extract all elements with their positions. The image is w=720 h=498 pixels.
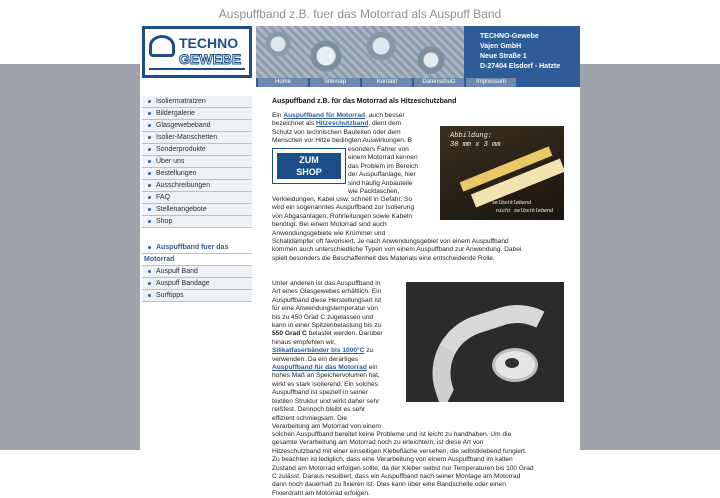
text-line: Fixierdraht am Motorrad erfolgen. xyxy=(272,489,370,497)
text-line: wird ein sogenanntes Auspuffband zur Isolierung xyxy=(272,204,415,212)
link-auspuffband-fuer-das-motorrad[interactable]: Auspuffband für das Motorrad xyxy=(272,364,367,372)
company-city: D-27404 Elsdorf - Hatzte xyxy=(480,63,561,70)
text-line: einem Motorrad kennen xyxy=(348,154,418,162)
shop-badge-line1: ZUM xyxy=(299,155,319,165)
paragraph-1-bottom xyxy=(272,196,568,263)
company-name: TECHNO-Gewebe xyxy=(480,33,539,40)
logo-emblem-icon xyxy=(149,35,175,57)
link-hitzeschutzband[interactable]: Hitzeschutzband xyxy=(316,120,369,128)
page-frame xyxy=(140,24,580,497)
link-auspuffband-motorrad[interactable]: Auspuffband für Motorrad xyxy=(283,112,366,119)
sidebar-item-label: Isolier-Manschetten xyxy=(156,134,218,141)
sidebar-item-faq[interactable] xyxy=(142,192,252,204)
photo-caption-line2: 30 mm x 3 mm xyxy=(450,141,501,149)
text-line: der Auspuffanlage, hier xyxy=(348,171,416,179)
exhaust-hose xyxy=(417,289,564,402)
nav-home[interactable]: Home xyxy=(258,78,308,87)
text-line: Menschen vor Hitze bedingten Auswirkungen. B xyxy=(272,137,413,145)
text-line: sind häufig Anbauteile xyxy=(348,179,413,187)
sidebar-item-ausschreibungen[interactable] xyxy=(142,180,252,192)
sidebar-item-label: Isoliermatratzen xyxy=(156,98,206,105)
sidebar-item-isoliermatratzen[interactable] xyxy=(142,96,252,108)
bullet-icon xyxy=(148,208,151,211)
sidebar-item-label: Über uns xyxy=(156,158,185,165)
bullet-icon xyxy=(148,196,151,199)
text-line: Verarbeitung am Motorrad von einem xyxy=(272,422,381,430)
bullet-icon xyxy=(148,246,151,249)
nav-datenschutz[interactable]: Datenschutz xyxy=(414,78,464,87)
sidebar-item-label: Auspuffband fuer das xyxy=(156,244,229,251)
logo-inner xyxy=(145,29,249,75)
sidebar-subitem-auspuff-band[interactable] xyxy=(142,266,252,278)
text-line: benötigt. Bei einem Motorrad sind auch xyxy=(272,221,387,229)
paragraph-1-top xyxy=(272,112,438,146)
text: , auch besser xyxy=(365,112,405,119)
tape-roll-hole xyxy=(505,358,519,368)
text-line: Schalldämpfer oft favorisiert. Je nach Anwendungsgebiet von einem Auspuffband xyxy=(272,238,509,246)
shop-badge-inner xyxy=(277,153,341,179)
company-legal-name: Vajen GmbH xyxy=(480,43,522,50)
logo-underline xyxy=(149,68,245,70)
sidebar-item-label: Surftipps xyxy=(156,292,184,299)
sidebar-item-label: Ausschreibungen xyxy=(156,182,211,189)
paragraph-1-wrap xyxy=(348,146,438,196)
text: , dient dem xyxy=(368,120,402,128)
sidebar-item-label: Sonderprodukte xyxy=(156,146,206,153)
sidebar-item-bildergalerie[interactable] xyxy=(142,108,252,120)
sidebar-subitem-surftipps[interactable] xyxy=(142,290,252,302)
text-line: Zustand am Motorrad erfolgen sollte, da der Kleber selbst nur Temperaturen bis 100 Grad xyxy=(272,464,534,472)
sidebar-item-label: Stellenangebote xyxy=(156,206,207,213)
photo-label-selbstklebend: selbstklebend xyxy=(492,200,532,206)
sidebar-item-label: Bestellungen xyxy=(156,170,197,177)
text-line: esonders Fahrer von xyxy=(348,146,409,153)
text-line: effizient schmiegsam. Die xyxy=(272,414,348,422)
sidebar-item-glasgewebeband[interactable] xyxy=(142,120,252,132)
text-line: Auspuffband ist speziell in seiner xyxy=(272,389,368,397)
paragraph-2-bottom xyxy=(272,431,568,498)
sidebar-item-isolier-manschetten[interactable] xyxy=(142,132,252,144)
product-photo-exhaust-hose xyxy=(406,282,564,402)
text-line: kann in einer Spitzenbelastung bis zu xyxy=(272,322,382,330)
photo-label-nicht-selbstklebend: nicht selbstklebend xyxy=(496,208,554,214)
sidebar-item-label: Glasgewebeband xyxy=(156,122,211,129)
company-street: Neue Straße 1 xyxy=(480,53,527,60)
text-line: hinaus empfehlen wir, xyxy=(272,338,336,346)
nav-kontakt[interactable]: Kontakt xyxy=(362,78,412,87)
sidebar-item-auspuffband-motorrad[interactable] xyxy=(142,242,252,254)
text-line: reißfest. Dennoch bleibt es sehr xyxy=(272,406,366,414)
text-line: textilen Struktur und wirkt daher sehr xyxy=(272,397,380,405)
sidebar-item-stellenangebote[interactable] xyxy=(142,204,252,216)
photo-caption-line1: Abbildung: xyxy=(450,132,493,140)
text-line: für eine Anwendungstemperatur von xyxy=(272,305,378,313)
header-banner-image xyxy=(256,26,464,78)
page-title: Auspuffband z.B. fuer das Motorrad als Auspuff Band xyxy=(218,7,502,21)
text-line: Verkleidungen, Kabel usw. schnell in Gefahr. So xyxy=(272,196,413,203)
text-line: Art eines Glasgewebes erhältlich. Ein xyxy=(272,288,382,296)
sidebar-item-auspuffband-motorrad-cont[interactable] xyxy=(142,254,252,266)
text-line: Auspuffband diese Herstellungsart ist xyxy=(272,296,382,304)
bullet-icon xyxy=(148,184,151,187)
text-line: C zulässt. Daraus resultiert, dass ein Auspuffband nach seiner Montage am Motorrad xyxy=(272,473,521,481)
sidebar-item-label: Bildergalerie xyxy=(156,110,195,117)
sidebar-item-sonderprodukte[interactable] xyxy=(142,144,252,156)
zum-shop-button[interactable] xyxy=(272,148,346,184)
sidebar-item-bestellungen[interactable] xyxy=(142,168,252,180)
sidebar-item-label: FAQ xyxy=(156,194,171,201)
logo-text-line2: GEWEBE xyxy=(179,51,242,67)
text: bezeichnet als xyxy=(272,120,316,128)
nav-sitemap[interactable]: Sitemap xyxy=(310,78,360,87)
text-line: kommen auch unterschiedliche Typen von einem Auspuffband zur Anwendung. Dabei xyxy=(272,246,522,254)
techno-gewebe-logo[interactable] xyxy=(142,26,252,78)
bullet-icon xyxy=(148,112,151,115)
text: belastet werden. Darüber xyxy=(306,330,383,338)
text-line: dann noch dauerhaft zu fixieren ist. Dies kann über eine Bandschelle oder einen xyxy=(272,481,506,489)
text-line: bis zu 450 Grad C zugelassen und xyxy=(272,313,374,321)
text-line: hohes Maß an Speichervolumen hat, xyxy=(272,372,380,380)
content-heading: Auspuffband z.B. für das Motorrad als Hitzeschutzband xyxy=(272,98,457,105)
bullet-icon xyxy=(148,172,151,175)
bullet-icon xyxy=(148,282,151,285)
sidebar-item-label: Motorrad xyxy=(144,256,175,263)
bullet-icon xyxy=(148,270,151,273)
sidebar-item-shop[interactable] xyxy=(142,216,252,228)
text-line: Schutz von technischen Bauteilen oder dem xyxy=(272,128,401,136)
photo-caption xyxy=(450,132,500,150)
text-line: wirkt es stark isolierend. Ein solches xyxy=(272,380,378,388)
paragraph-2-wrap xyxy=(272,280,402,431)
sidebar-item-ueber-uns[interactable] xyxy=(142,156,252,168)
company-address xyxy=(480,32,560,72)
text-line: Unter anderen ist das Auspuffband in xyxy=(272,280,381,287)
text: ein xyxy=(366,364,378,372)
logo-text-line1: TECHNO xyxy=(179,35,239,51)
text-line: von Abgasanlagen, Rohrleitungen sowie Kabeln xyxy=(272,212,413,220)
text-line: das Problem im Bereich xyxy=(348,162,418,170)
sidebar-item-label: Auspuff Band xyxy=(156,268,198,275)
bullet-icon xyxy=(148,100,151,103)
bullet-icon xyxy=(148,294,151,297)
sidebar-item-label: Auspuff Bandage xyxy=(156,280,210,287)
bullet-icon xyxy=(148,136,151,139)
link-silikatfaserbaender[interactable]: Silikatfaserbänder bis 1000°C xyxy=(272,347,365,355)
bullet-icon xyxy=(148,220,151,223)
sidebar xyxy=(140,90,256,450)
bullet-icon xyxy=(148,148,151,151)
text-line: spielt besonders die Beschaffenheit des Materials eine entscheidende Rolle. xyxy=(272,254,495,262)
text-bold: 550 Grad C xyxy=(272,330,307,338)
text: Ein xyxy=(272,112,284,119)
text-line: Anwendungsgebiete wie Krümmer und xyxy=(272,229,386,237)
bullet-icon xyxy=(148,160,151,163)
sidebar-subitem-auspuff-bandage[interactable] xyxy=(142,278,252,290)
text: zu xyxy=(364,347,374,355)
text-line: Hitzeschutzband mit einer einseitigen Klebefläche versehen, die selbstklebend fungiert. xyxy=(272,447,527,455)
text-line: wie Packtaschen, xyxy=(348,188,400,196)
text-line: solchen Auspuffband bereitet keine Probleme und ist leicht zu handhaben. Um die xyxy=(272,431,512,438)
nav-impressum[interactable]: Impressum xyxy=(466,78,516,87)
text-line: verwenden. Da ein derartiges xyxy=(272,355,359,363)
sidebar-item-label: Shop xyxy=(156,218,173,225)
bullet-icon xyxy=(148,124,151,127)
top-navigation xyxy=(256,78,580,87)
shop-badge-line2: SHOP xyxy=(296,167,322,177)
text-line: gesamte Verarbeitung am Motorrad noch zu erleichtern, ist diese Art von xyxy=(272,439,484,447)
text-line: Zu beachten ist lediglich, dass eine Verarbeitung von einem Auspuffband im kalten xyxy=(272,456,513,464)
